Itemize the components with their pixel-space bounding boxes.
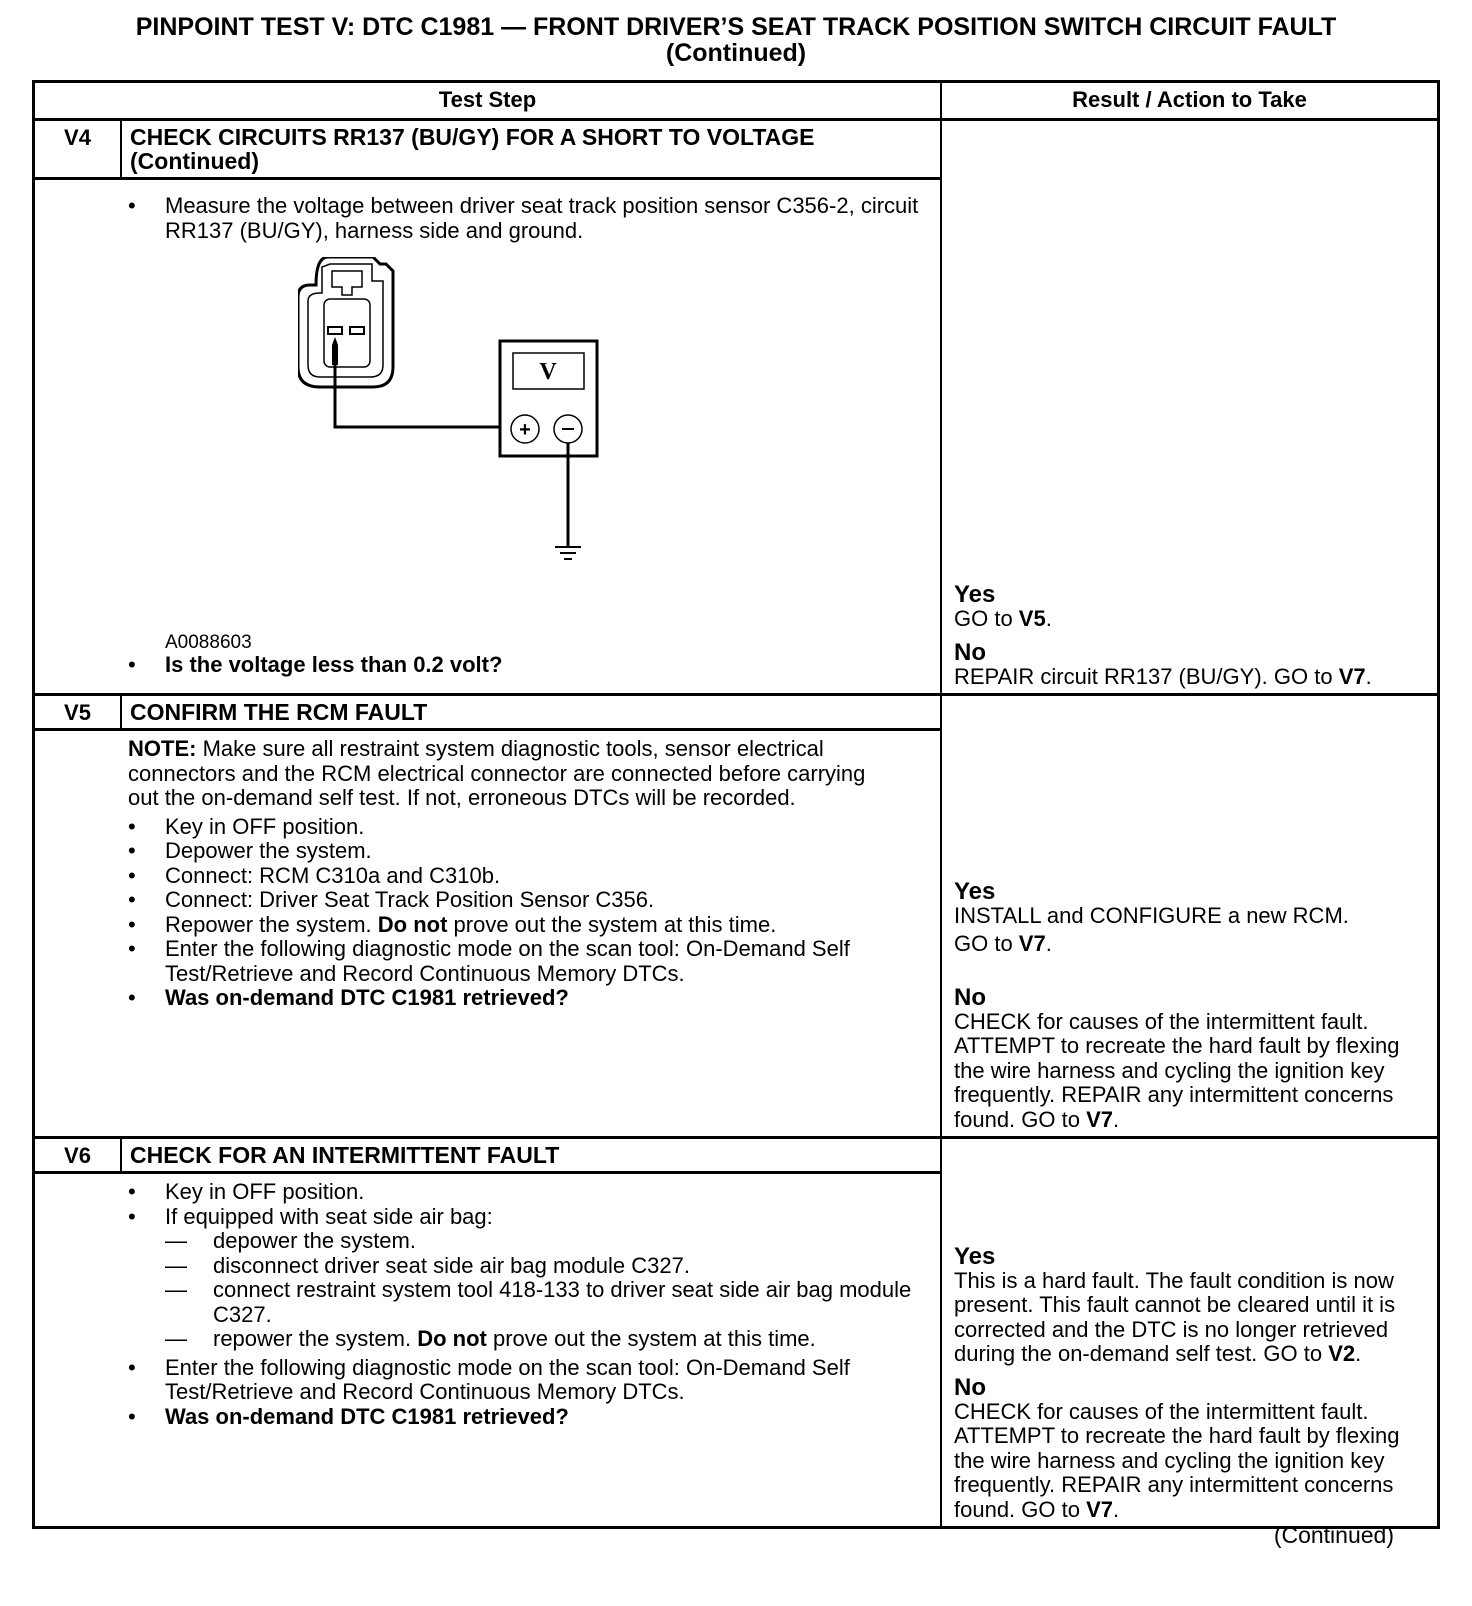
- step-link: V7: [1338, 663, 1366, 689]
- result-v6: Yes This is a hard fault. The fault condition is now present. This fault cannot be cleared until it is corrected and the DTC is no longer retrieved during the on-demand self test. GO to V2. No CHECK for causes of the intermittent fault. ATTEMPT to recreate the hard fault by flexing the wire harness and cycling the ignition key frequently. REPAIR any intermittent concerns found. GO to V7.: [942, 1139, 1437, 1526]
- bullet-item: • Key in OFF position.: [128, 813, 365, 839]
- result-v4: Yes GO to V5. No REPAIR circuit RR137 (BU/GY). GO to V7.: [942, 121, 1437, 693]
- yes-label: Yes: [954, 877, 996, 905]
- step-title: CHECK FOR AN INTERMITTENT FAULT: [130, 1142, 560, 1168]
- yes-label: Yes: [954, 581, 996, 608]
- step-id: V5: [35, 696, 122, 728]
- table-header: [35, 83, 1437, 121]
- step-title: CHECK CIRCUITS RR137 (BU/GY) FOR A SHORT TO VOLTAGE (Continued): [130, 124, 815, 174]
- bullet-item: • If equipped with seat side air bag:: [128, 1203, 493, 1229]
- dash-item: — disconnect driver seat side air bag module C327.: [165, 1252, 690, 1278]
- title-line-2: (Continued): [665, 39, 807, 67]
- note: NOTE: Make sure all restraint system diagnostic tools, sensor electrical connectors and the RCM electrical connector are connected before carrying out the on-demand self test. If not, erroneous DTCs will be recorded.: [128, 736, 866, 810]
- step-v6: [35, 1139, 1437, 1526]
- step-link: V5: [1018, 606, 1046, 631]
- step-id: V4: [35, 121, 122, 177]
- dash-item: — depower the system.: [165, 1228, 416, 1253]
- pinpoint-test-table: [32, 80, 1440, 1529]
- header-result: Result / Action to Take: [1072, 87, 1307, 112]
- bullet-item: • Key in OFF position.: [128, 1179, 365, 1204]
- step-v5: [35, 696, 1437, 1139]
- dash-item: — connect restraint system tool 418-133 to driver seat side air bag module C327.: [165, 1277, 912, 1327]
- voltmeter-diagram: [128, 243, 930, 653]
- question: • Was on-demand DTC C1981 retrieved?: [128, 1403, 569, 1429]
- dash-item: — repower the system. Do not prove out the system at this time.: [165, 1326, 816, 1351]
- figure-id: A0088603: [165, 632, 252, 653]
- no-label: No: [954, 638, 986, 666]
- step-title: CONFIRM THE RCM FAULT: [130, 699, 428, 725]
- step-link: V7: [1086, 1496, 1113, 1522]
- bullet-item: • Repower the system. Do not prove out the system at this time.: [128, 911, 777, 937]
- title-line-1: PINPOINT TEST V: DTC C1981 — FRONT DRIVER’S SEAT TRACK POSITION SWITCH CIRCUIT FAULT: [135, 13, 1337, 41]
- result-v5: Yes INSTALL and CONFIGURE a new RCM. GO to V7. No CHECK for causes of the intermittent fault. ATTEMPT to recreate the hard fault by flexing the wire harness and cycling the ignition key frequently. REPAIR any intermittent concerns found. GO to V7.: [942, 696, 1437, 1136]
- continued-footer: (Continued): [1273, 1522, 1394, 1548]
- no-label: No: [954, 983, 986, 1011]
- step-link: V7: [1018, 931, 1046, 956]
- header-test-step: Test Step: [35, 83, 942, 118]
- step-id: V6: [35, 1139, 122, 1171]
- page-title: [0, 14, 1472, 66]
- question: • Was on-demand DTC C1981 retrieved?: [128, 985, 569, 1010]
- bullet-item: • Connect: RCM C310a and C310b.: [128, 862, 501, 888]
- connector-voltmeter-icon: [298, 257, 818, 637]
- bullet-item: • Connect: Driver Seat Track Position Sensor C356.: [128, 887, 655, 912]
- svg-text:+: +: [519, 419, 531, 441]
- step-link: V7: [1086, 1106, 1113, 1132]
- bullet-item: • Enter the following diagnostic mode on the scan tool: On-Demand Self Test/Retrieve and Record Continuous Memory DTCs.: [128, 936, 850, 986]
- yes-label: Yes: [954, 1242, 996, 1270]
- question: • Is the voltage less than 0.2 volt?: [128, 652, 503, 677]
- svg-text:V: V: [539, 359, 557, 385]
- bullet-item: • Enter the following diagnostic mode on the scan tool: On-Demand Self Test/Retrieve and Record Continuous Memory DTCs.: [128, 1354, 850, 1404]
- bullet-item: • Measure the voltage between driver seat track position sensor C356-2, circuit RR137 (BU/GY), harness side and ground.: [128, 193, 919, 243]
- step-v4: [35, 121, 1437, 696]
- bullet-item: • Depower the system.: [128, 838, 372, 863]
- step-link: V2: [1328, 1341, 1356, 1366]
- no-label: No: [954, 1373, 986, 1401]
